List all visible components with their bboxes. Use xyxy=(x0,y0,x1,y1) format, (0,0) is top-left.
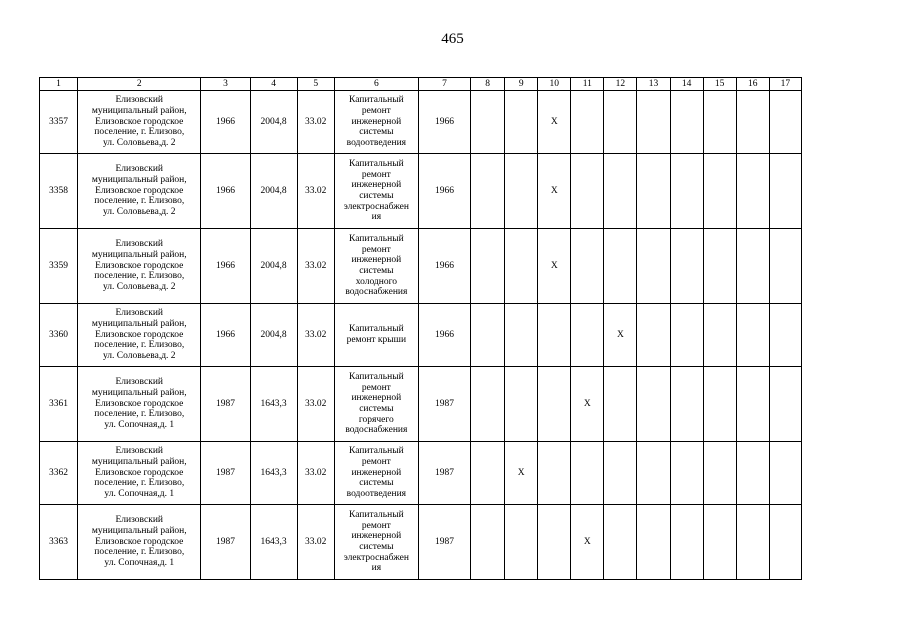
mark-cell xyxy=(471,442,505,505)
column-number: 14 xyxy=(670,78,703,91)
column-number: 9 xyxy=(505,78,538,91)
code-cell: 33.02 xyxy=(297,304,334,367)
mark-cell: X xyxy=(505,442,538,505)
mark-cell xyxy=(471,367,505,442)
page-number: 465 xyxy=(441,31,464,47)
table-row xyxy=(40,304,802,367)
mark-cell xyxy=(571,304,604,367)
mark-cell xyxy=(538,367,571,442)
work-type-cell: Капитальный ремонт крыши xyxy=(334,304,418,367)
column-number-row xyxy=(40,78,802,91)
mark-cell xyxy=(571,442,604,505)
table-row xyxy=(40,229,802,304)
column-number: 4 xyxy=(250,78,297,91)
build-year-cell: 1966 xyxy=(201,229,250,304)
mark-cell xyxy=(769,154,801,229)
plan-year-cell: 1987 xyxy=(418,367,470,442)
column-number: 13 xyxy=(637,78,670,91)
mark-cell xyxy=(637,442,670,505)
mark-cell xyxy=(670,229,703,304)
mark-cell xyxy=(670,367,703,442)
mark-cell xyxy=(736,442,769,505)
mark-cell: X xyxy=(571,367,604,442)
work-type-cell: Капитальный ремонт инженерной системы электроснабжен ия xyxy=(334,154,418,229)
address-cell: Елизовский муниципальный район, Елизовское городское поселение, г. Елизово, ул. Соловьева,д. 2 xyxy=(78,154,201,229)
column-number: 3 xyxy=(201,78,250,91)
table-row xyxy=(40,154,802,229)
mark-cell xyxy=(736,154,769,229)
area-cell: 1643,3 xyxy=(250,505,297,580)
row-number-cell: 3363 xyxy=(40,505,78,580)
build-year-cell: 1966 xyxy=(201,91,250,154)
mark-cell xyxy=(736,505,769,580)
mark-cell xyxy=(637,304,670,367)
column-number: 7 xyxy=(418,78,470,91)
mark-cell xyxy=(604,229,637,304)
mark-cell xyxy=(703,154,736,229)
mark-cell xyxy=(505,367,538,442)
build-year-cell: 1966 xyxy=(201,154,250,229)
area-cell: 2004,8 xyxy=(250,229,297,304)
mark-cell xyxy=(637,505,670,580)
mark-cell xyxy=(538,505,571,580)
build-year-cell: 1987 xyxy=(201,442,250,505)
column-number: 17 xyxy=(769,78,801,91)
mark-cell xyxy=(703,91,736,154)
row-number-cell: 3357 xyxy=(40,91,78,154)
mark-cell xyxy=(736,229,769,304)
column-number: 15 xyxy=(703,78,736,91)
mark-cell xyxy=(604,505,637,580)
mark-cell xyxy=(604,154,637,229)
mark-cell xyxy=(670,154,703,229)
mark-cell xyxy=(571,229,604,304)
mark-cell: X xyxy=(538,154,571,229)
mark-cell xyxy=(670,304,703,367)
work-type-cell: Капитальный ремонт инженерной системы электроснабжен ия xyxy=(334,505,418,580)
mark-cell xyxy=(670,442,703,505)
plan-year-cell: 1966 xyxy=(418,91,470,154)
mark-cell xyxy=(769,367,801,442)
column-number: 16 xyxy=(736,78,769,91)
mark-cell: X xyxy=(538,229,571,304)
area-cell: 1643,3 xyxy=(250,367,297,442)
mark-cell xyxy=(604,442,637,505)
code-cell: 33.02 xyxy=(297,505,334,580)
mark-cell xyxy=(703,367,736,442)
table-row xyxy=(40,442,802,505)
mark-cell xyxy=(604,367,637,442)
table-row xyxy=(40,91,802,154)
mark-cell xyxy=(538,304,571,367)
plan-year-cell: 1987 xyxy=(418,505,470,580)
column-number: 1 xyxy=(40,78,78,91)
work-type-cell: Капитальный ремонт инженерной системы холодного водоснабжения xyxy=(334,229,418,304)
code-cell: 33.02 xyxy=(297,442,334,505)
mark-cell xyxy=(505,304,538,367)
work-type-cell: Капитальный ремонт инженерной системы водоотведения xyxy=(334,91,418,154)
mark-cell xyxy=(538,442,571,505)
address-cell: Елизовский муниципальный район, Елизовское городское поселение, г. Елизово, ул. Соловьева,д. 2 xyxy=(78,91,201,154)
row-number-cell: 3362 xyxy=(40,442,78,505)
mark-cell: X xyxy=(604,304,637,367)
mark-cell xyxy=(505,91,538,154)
mark-cell xyxy=(471,505,505,580)
code-cell: 33.02 xyxy=(297,367,334,442)
mark-cell xyxy=(637,91,670,154)
row-number-cell: 3360 xyxy=(40,304,78,367)
area-cell: 1643,3 xyxy=(250,442,297,505)
mark-cell xyxy=(505,154,538,229)
mark-cell xyxy=(637,229,670,304)
column-number: 11 xyxy=(571,78,604,91)
mark-cell xyxy=(769,91,801,154)
mark-cell xyxy=(703,229,736,304)
mark-cell xyxy=(736,367,769,442)
row-number-cell: 3361 xyxy=(40,367,78,442)
mark-cell xyxy=(471,229,505,304)
mark-cell xyxy=(637,154,670,229)
work-type-cell: Капитальный ремонт инженерной системы горячего водоснабжения xyxy=(334,367,418,442)
mark-cell xyxy=(637,367,670,442)
column-number: 12 xyxy=(604,78,637,91)
mark-cell xyxy=(670,91,703,154)
column-number: 8 xyxy=(471,78,505,91)
build-year-cell: 1987 xyxy=(201,367,250,442)
address-cell: Елизовский муниципальный район, Елизовское городское поселение, г. Елизово, ул. Сопочная,д. 1 xyxy=(78,442,201,505)
column-number: 10 xyxy=(538,78,571,91)
plan-year-cell: 1987 xyxy=(418,442,470,505)
mark-cell xyxy=(505,505,538,580)
register-table xyxy=(39,77,802,580)
mark-cell xyxy=(604,91,637,154)
mark-cell xyxy=(769,505,801,580)
mark-cell xyxy=(736,91,769,154)
build-year-cell: 1987 xyxy=(201,505,250,580)
mark-cell xyxy=(769,304,801,367)
address-cell: Елизовский муниципальный район, Елизовское городское поселение, г. Елизово, ул. Сопочная,д. 1 xyxy=(78,367,201,442)
area-cell: 2004,8 xyxy=(250,91,297,154)
mark-cell xyxy=(571,91,604,154)
plan-year-cell: 1966 xyxy=(418,229,470,304)
table-row xyxy=(40,505,802,580)
column-number: 2 xyxy=(78,78,201,91)
mark-cell xyxy=(471,154,505,229)
mark-cell xyxy=(769,229,801,304)
table-body xyxy=(40,78,802,580)
plan-year-cell: 1966 xyxy=(418,304,470,367)
mark-cell: X xyxy=(538,91,571,154)
work-type-cell: Капитальный ремонт инженерной системы водоотведения xyxy=(334,442,418,505)
address-cell: Елизовский муниципальный район, Елизовское городское поселение, г. Елизово, ул. Соловьева,д. 2 xyxy=(78,229,201,304)
column-number: 6 xyxy=(334,78,418,91)
mark-cell xyxy=(703,442,736,505)
mark-cell xyxy=(471,304,505,367)
code-cell: 33.02 xyxy=(297,229,334,304)
address-cell: Елизовский муниципальный район, Елизовское городское поселение, г. Елизово, ул. Соловьева,д. 2 xyxy=(78,304,201,367)
mark-cell xyxy=(703,304,736,367)
row-number-cell: 3358 xyxy=(40,154,78,229)
mark-cell xyxy=(703,505,736,580)
address-cell: Елизовский муниципальный район, Елизовское городское поселение, г. Елизово, ул. Сопочная,д. 1 xyxy=(78,505,201,580)
mark-cell xyxy=(505,229,538,304)
area-cell: 2004,8 xyxy=(250,154,297,229)
table-row xyxy=(40,367,802,442)
code-cell: 33.02 xyxy=(297,154,334,229)
plan-year-cell: 1966 xyxy=(418,154,470,229)
mark-cell xyxy=(471,91,505,154)
row-number-cell: 3359 xyxy=(40,229,78,304)
mark-cell xyxy=(736,304,769,367)
column-number: 5 xyxy=(297,78,334,91)
build-year-cell: 1966 xyxy=(201,304,250,367)
mark-cell xyxy=(571,154,604,229)
mark-cell xyxy=(769,442,801,505)
mark-cell xyxy=(670,505,703,580)
code-cell: 33.02 xyxy=(297,91,334,154)
area-cell: 2004,8 xyxy=(250,304,297,367)
mark-cell: X xyxy=(571,505,604,580)
